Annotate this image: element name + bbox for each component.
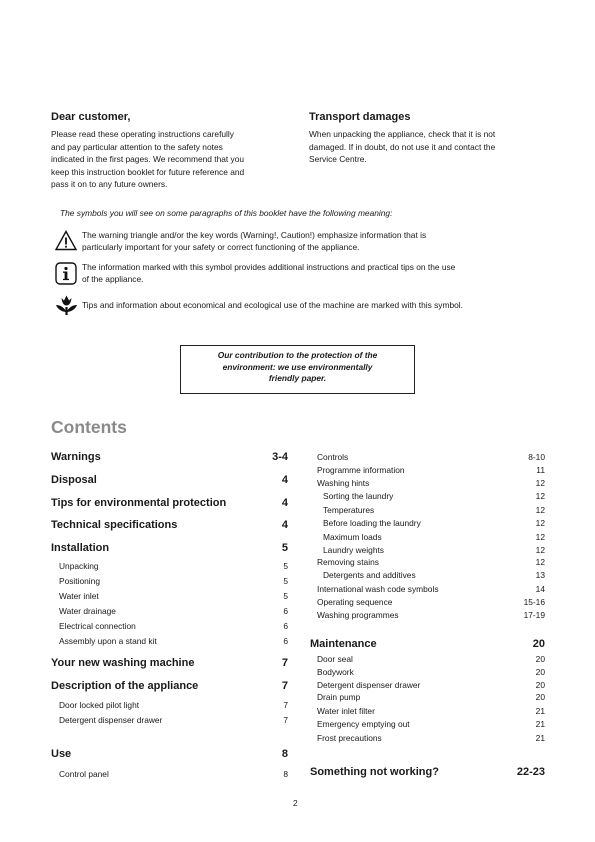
contents-title: Contents <box>51 417 127 437</box>
dear-customer-heading: Dear customer, <box>51 111 131 123</box>
toc-subentry[interactable]: Removing stains 12 <box>317 557 545 567</box>
symbol-warning-row <box>55 229 426 254</box>
toc-subentry[interactable]: Door seal 20 <box>317 654 545 664</box>
dear-customer-text <box>51 128 291 191</box>
toc-subentry[interactable]: Laundry weights 12 <box>323 545 545 555</box>
toc-subentry[interactable]: Water inlet 5 <box>59 591 288 601</box>
symbol-info-row <box>55 261 455 286</box>
toc-subentry[interactable]: Detergent dispenser drawer 20 <box>317 680 545 690</box>
toc-subentry[interactable]: Controls 8-10 <box>317 452 545 462</box>
text-line: keep this instruction booklet for future reference and <box>51 166 245 177</box>
eco-description <box>82 299 463 311</box>
symbol-eco-row <box>55 297 463 316</box>
toc-subentry[interactable]: Positioning 5 <box>59 576 288 586</box>
text-line: environment: we use environmentally <box>222 361 373 372</box>
toc-entry[interactable]: Technical specifications 4 <box>51 519 288 531</box>
symbols-intro: The symbols you will see on some paragraphs of this booklet have the following meaning: <box>60 208 393 218</box>
toc-entry[interactable]: Use 8 <box>51 748 288 760</box>
toc-subentry[interactable]: Assembly upon a stand kit 6 <box>59 636 288 646</box>
page-number: 2 <box>293 798 298 808</box>
toc-subentry[interactable]: Washing hints 12 <box>317 478 545 488</box>
text-line: Our contribution to the protection of the <box>217 350 378 360</box>
toc-left-column <box>51 446 288 786</box>
toc-entry[interactable]: Tips for environmental protection 4 <box>51 497 288 509</box>
toc-subentry[interactable]: Washing programmes 17-19 <box>317 610 545 620</box>
toc-subentry[interactable]: Frost precautions 21 <box>317 733 545 743</box>
toc-subentry[interactable]: Bodywork 20 <box>317 667 545 677</box>
text-line: Please read these operating instructions carefully <box>51 129 234 139</box>
toc-right-column <box>310 446 545 786</box>
toc-subentry[interactable]: Operating sequence 15-16 <box>317 597 545 607</box>
intro-right-section <box>309 111 549 166</box>
toc-subentry[interactable]: Water drainage 6 <box>59 606 288 616</box>
info-icon <box>55 262 79 285</box>
toc-subentry[interactable]: Emergency emptying out 21 <box>317 719 545 729</box>
text-line: damaged. If in doubt, do not use it and contact the <box>309 141 496 152</box>
warning-description <box>82 229 426 254</box>
intro-left-section <box>51 111 291 191</box>
toc-subentry[interactable]: Door locked pilot light 7 <box>59 700 288 710</box>
toc-subentry[interactable]: Before loading the laundry 12 <box>323 518 545 528</box>
toc-subentry[interactable]: Drain pump 20 <box>317 692 545 702</box>
text-line: and pay particular attention to the safety notes <box>51 141 223 152</box>
toc-entry[interactable]: Warnings 3-4 <box>51 451 288 463</box>
toc-subentry[interactable]: Electrical connection 6 <box>59 621 288 631</box>
toc-entry[interactable]: Something not working? 22-23 <box>310 766 545 778</box>
toc-entry[interactable]: Description of the appliance 7 <box>51 680 288 692</box>
toc-entry[interactable]: Installation 5 <box>51 542 288 554</box>
toc-entry[interactable]: Your new washing machine 7 <box>51 657 288 669</box>
toc-entry[interactable]: Maintenance 20 <box>310 638 545 650</box>
transport-damages-text <box>309 128 549 166</box>
toc-subentry[interactable]: Detergents and additives 13 <box>323 570 545 580</box>
text-line: When unpacking the appliance, check that it is not <box>309 129 496 139</box>
toc-subentry[interactable]: Sorting the laundry 12 <box>323 491 545 501</box>
toc-subentry[interactable]: Unpacking 5 <box>59 561 288 571</box>
toc-subentry[interactable]: Maximum loads 12 <box>323 532 545 542</box>
environment-note-box <box>180 345 415 394</box>
toc-subentry[interactable]: Control panel 8 <box>59 769 288 779</box>
eco-flower-icon <box>55 294 79 316</box>
text-line: indicated in the first pages. We recommend that you <box>51 154 245 165</box>
toc-subentry[interactable]: Water inlet filter 21 <box>317 706 545 716</box>
info-description <box>82 261 455 286</box>
toc-subentry[interactable]: Temperatures 12 <box>323 505 545 515</box>
text-line: particularly important for your safety or correct functioning of the appliance. <box>82 242 360 253</box>
transport-damages-heading: Transport damages <box>309 111 411 123</box>
toc-entry[interactable]: Disposal 4 <box>51 474 288 486</box>
text-line: of the appliance. <box>82 274 144 285</box>
toc-subentry[interactable]: Detergent dispenser drawer 7 <box>59 715 288 725</box>
text-line: The warning triangle and/or the key words (Warning!, Caution!) emphasize information that is <box>82 230 427 240</box>
text-line: Service Centre. <box>309 154 367 165</box>
toc-subentry[interactable]: Programme information 11 <box>317 465 545 475</box>
warning-triangle-icon <box>55 230 79 251</box>
text-line: friendly paper. <box>268 373 327 383</box>
text-line: Tips and information about economical and ecological use of the machine are marked with this symbol. <box>82 300 463 310</box>
toc-subentry[interactable]: International wash code symbols 14 <box>317 584 545 594</box>
text-line: pass it on to any future owners. <box>51 179 168 190</box>
text-line: The information marked with this symbol provides additional instructions and practical tips on the use <box>82 262 456 272</box>
